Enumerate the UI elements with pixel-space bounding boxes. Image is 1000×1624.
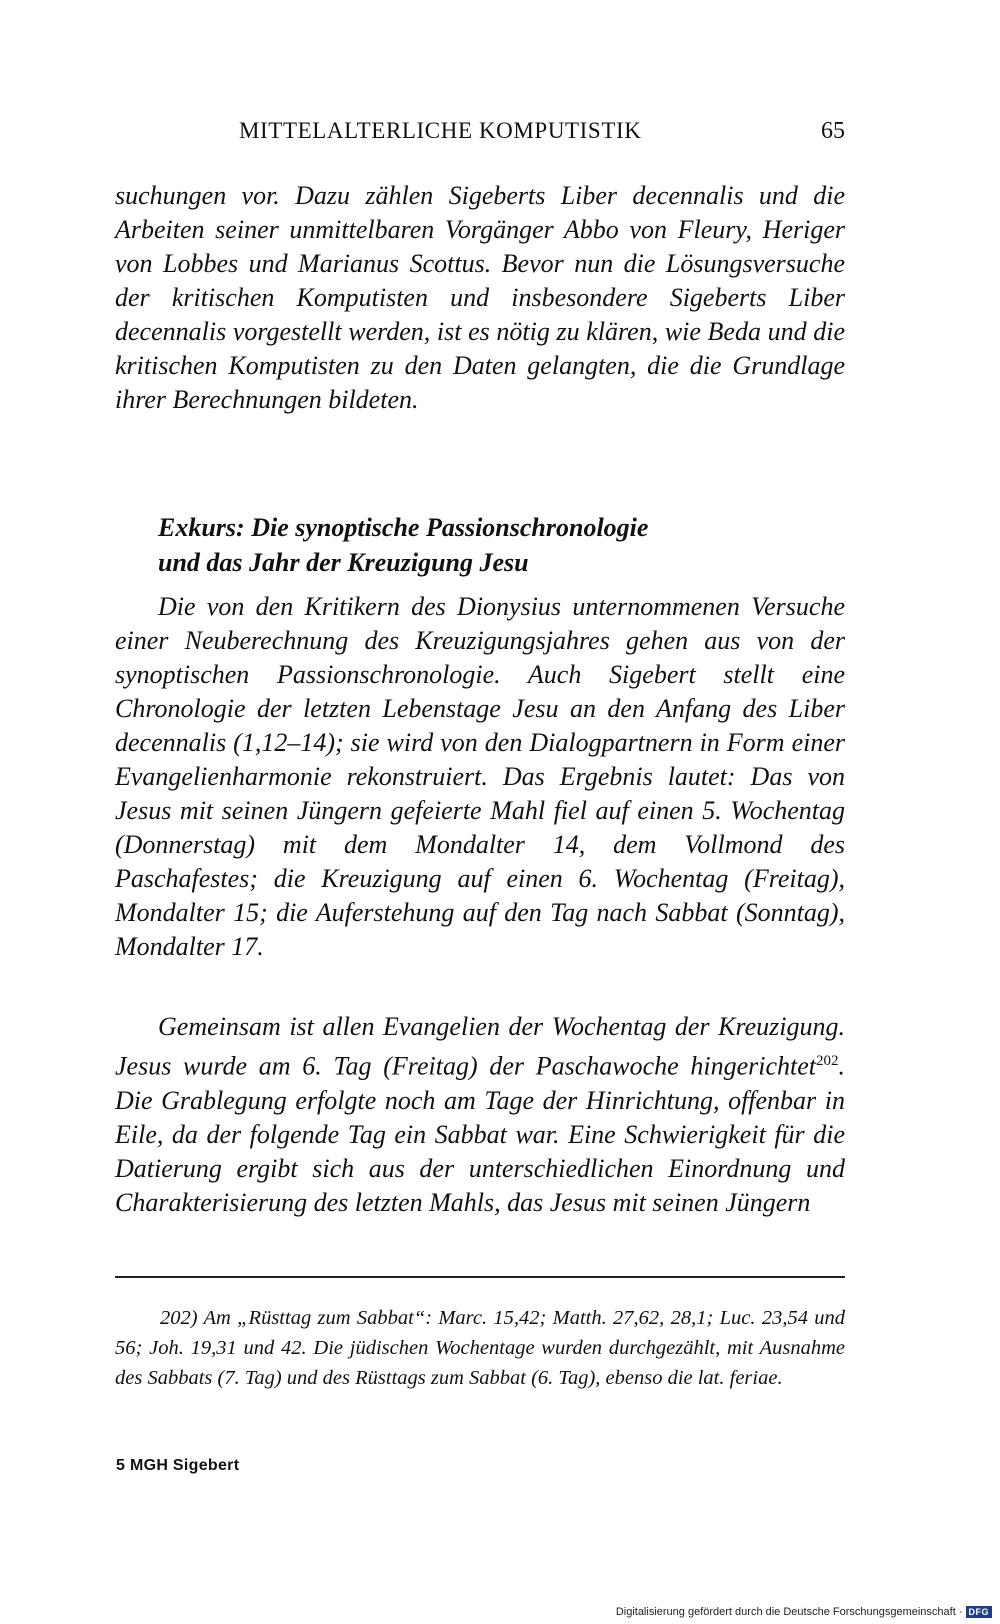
page-number: 65 [821, 118, 845, 144]
digitization-funding-note [616, 1606, 992, 1618]
printer-signature: 5 MGH Sigebert [116, 1457, 240, 1474]
body-paragraph-3 [115, 1010, 845, 1220]
paragraph-3-text-after-note: . Die Grablegung erfolgte noch am Tage der Hinrichtung, offenbar in Eile, da der folgende Tag ein Sabbat war. Eine Schwierigkeit für die Datierung ergibt sich aus der unterschiedlichen Einordnung und Charakterisierung des letzten Mahls, das Jesus mit seinen Jüngern [115, 1051, 845, 1217]
running-title: MITTELALTERLICHE KOMPUTISTIK [239, 118, 642, 143]
dfg-logo: DFG [966, 1606, 993, 1618]
body-paragraph-2: Die von den Kritikern des Dionysius unternommenen Versuche einer Neuberechnung des Kreuzigungsjahres gehen aus von der synoptischen Passionschronologie. Auch Sigebert stellt eine Chronologie der letzten Lebenstage Jesu an den Anfang des Liber decennalis (1,12–14); sie wird von den Dialogpartnern in Form einer Evangelienharmonie rekonstruiert. Das Ergebnis lautet: Das von Jesus mit seinen Jüngern gefeierte Mahl fiel auf einen 5. Wochentag (Donnerstag) mit dem Mondalter 14, dem Vollmond des Paschafestes; die Kreuzigung auf einen 6. Wochentag (Freitag), Mondalter 15; die Auferstehung auf den Tag nach Sabbat (Sonntag), Mondalter 17. [115, 592, 845, 961]
running-head [115, 118, 845, 154]
excursus-heading-line-2: und das Jahr der Kreuzigung Jesu [158, 548, 529, 577]
excursus-heading-line-1: Exkurs: Die synoptische Passionschronologie [158, 513, 649, 542]
footnote-202: 202) Am „Rüsttag zum Sabbat“: Marc. 15,42; Matth. 27,62, 28,1; Luc. 23,54 und 56; Joh. 19,31 und 42. Die jüdischen Wochentage wurden durchgezählt, mit Ausnahme des Sabbats (7. Tag) und des Rüsttags zum Sabbat (6. Tag), ebenso die lat. feriae. [115, 1307, 845, 1389]
excursus-heading [158, 510, 838, 580]
paragraph-3-text-before-note: Gemeinsam ist allen Evangelien der Wochentag der Kreuzigung. Jesus wurde am 6. Tag (Freitag) der Paschawoche hingerichtet [115, 1012, 845, 1081]
body-paragraph-1: suchungen vor. Dazu zählen Sigeberts Liber decennalis und die Arbeiten seiner unmittelbaren Vorgänger Abbo von Fleury, Heriger von Lobbes und Marianus Scottus. Bevor nun die Lösungsversuche der kritischen Komputisten und insbesondere Sigeberts Liber decennalis vorgestellt werden, ist es nötig zu klären, wie Beda und die kritischen Komputisten zu den Daten gelangten, die die Grundlage ihrer Berechnungen bildeten. [115, 181, 845, 414]
footnote-divider [115, 1276, 845, 1278]
footnote-reference: 202 [816, 1053, 839, 1069]
funding-note-text: Digitalisierung gefördert durch die Deutsche Forschungsgemeinschaft · [615, 1606, 963, 1618]
